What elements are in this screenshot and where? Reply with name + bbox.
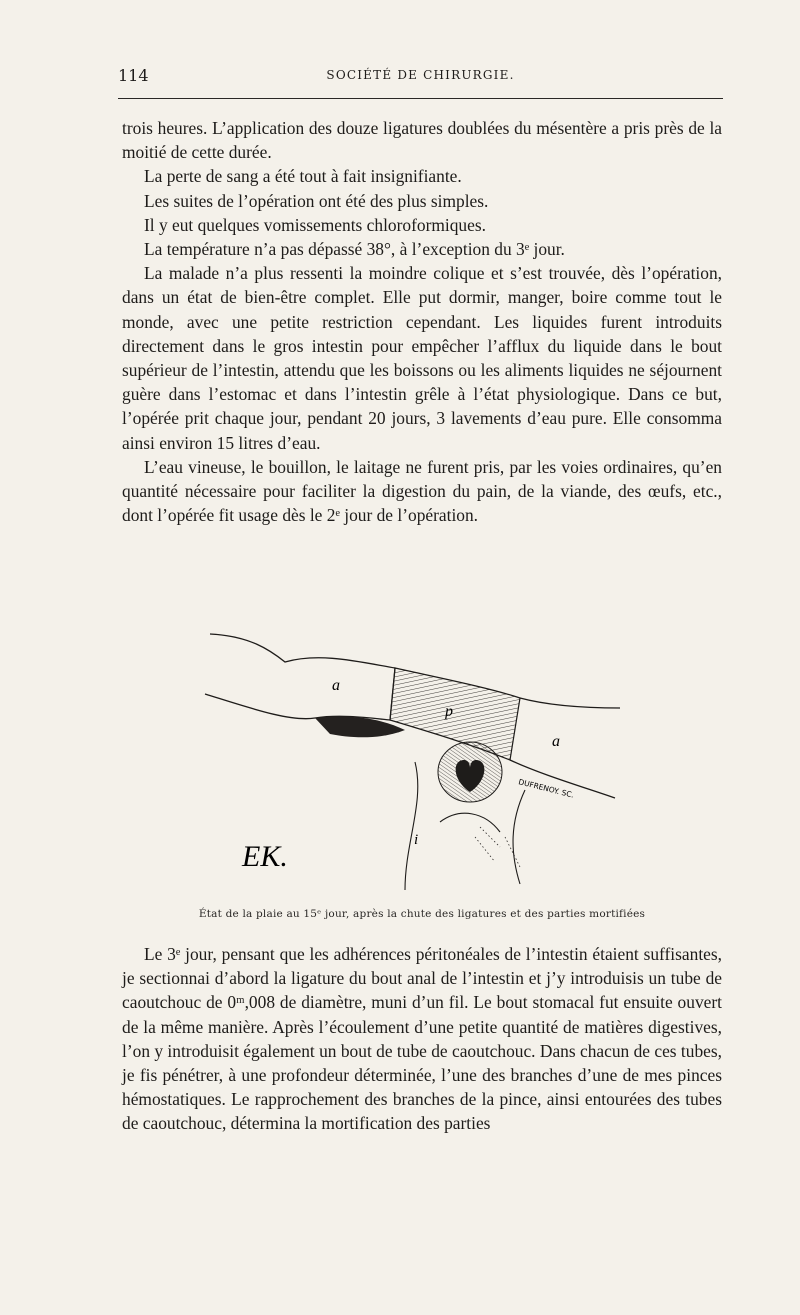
intestine-left xyxy=(205,634,395,720)
header-rule xyxy=(118,98,723,99)
paragraph: Le 3ᵉ jour, pensant que les adhérences péritonéales de l’intestin étaient suffisantes, je sectionnai d’abord la ligature du bout anal de l’intestin et j’y introduisis un tube de caoutchouc de 0ᵐ,008 de diamètre, muni d’un fil. Le bout stomacal fut ensuite ouvert de la même manière. Après l’écoulement d’une petite quantité de matières digestives, l’on y introduisit également un bout de tube de caoutchouc. Dans chacun de ces tubes, je fis pénétrer, à une profondeur déterminée, l’une des branches d’une de mes pinces hémostatiques. Le rapprochement des branches de la pince, ainsi entourées des tubes de caoutchouc, détermina la mortification des parties xyxy=(122,944,722,1134)
label-i: i xyxy=(414,832,419,848)
figure-engraving xyxy=(190,622,630,902)
page-header xyxy=(118,66,723,90)
engraver-credit: DUFRENOY. SC. xyxy=(517,777,575,800)
label-p: p xyxy=(445,703,453,720)
label-a-right: a xyxy=(552,733,560,750)
monogram: EK. xyxy=(242,840,288,873)
paragraph: La température n’a pas dépassé 38°, à l’exception du 3ᵉ jour. xyxy=(144,239,565,260)
paragraph: La perte de sang a été tout à fait insignifiante. xyxy=(144,166,462,187)
paragraph: trois heures. L’application des douze ligatures doublées du mésentère a pris près de la moitié de cette durée. xyxy=(122,118,722,163)
body-text-top xyxy=(122,116,722,527)
label-a-left: a xyxy=(332,677,340,694)
body-text-bottom xyxy=(122,942,722,1136)
paragraph: L’eau vineuse, le bouillon, le laitage ne furent pris, par les voies ordinaires, qu’en quantité nécessaire pour faciliter la digestion du pain, de la viande, des œufs, etc., dont l’opérée fit usage dès le 2ᵉ jour de l’opération. xyxy=(122,456,722,526)
running-title: SOCIÉTÉ DE CHIRURGIE. xyxy=(326,68,515,82)
figure-caption: État de la plaie au 15ᵉ jour, après la chute des ligatures et des parties mortifiées xyxy=(198,908,646,920)
paragraph: Il y eut quelques vomissements chloroformiques. xyxy=(144,214,486,235)
paragraph: Les suites de l’opération ont été des plus simples. xyxy=(144,190,489,211)
paragraph: La malade n’a plus ressenti la moindre colique et s’est trouvée, dès l’opération, dans un état de bien-être complet. Elle put dormir, manger, boire comme tout le monde, avec une petite restriction cependant. Les liquides furent introduits directement dans le gros intestin pour empêcher l’afflux du liquide dans le bout supérieur de l’intestin, attendu que les boissons ou les aliments liquides ne séjournent guère dans l’estomac et dans l’intestin grêle à l’état physiologique. Dans ce but, l’opérée prit chaque jour, pendant 20 jours, 3 lavements d’eau pure. Elle consomma ainsi environ 15 litres d’eau. xyxy=(122,263,722,453)
page-number: 114 xyxy=(118,66,149,85)
anatomical-figure xyxy=(190,622,630,902)
